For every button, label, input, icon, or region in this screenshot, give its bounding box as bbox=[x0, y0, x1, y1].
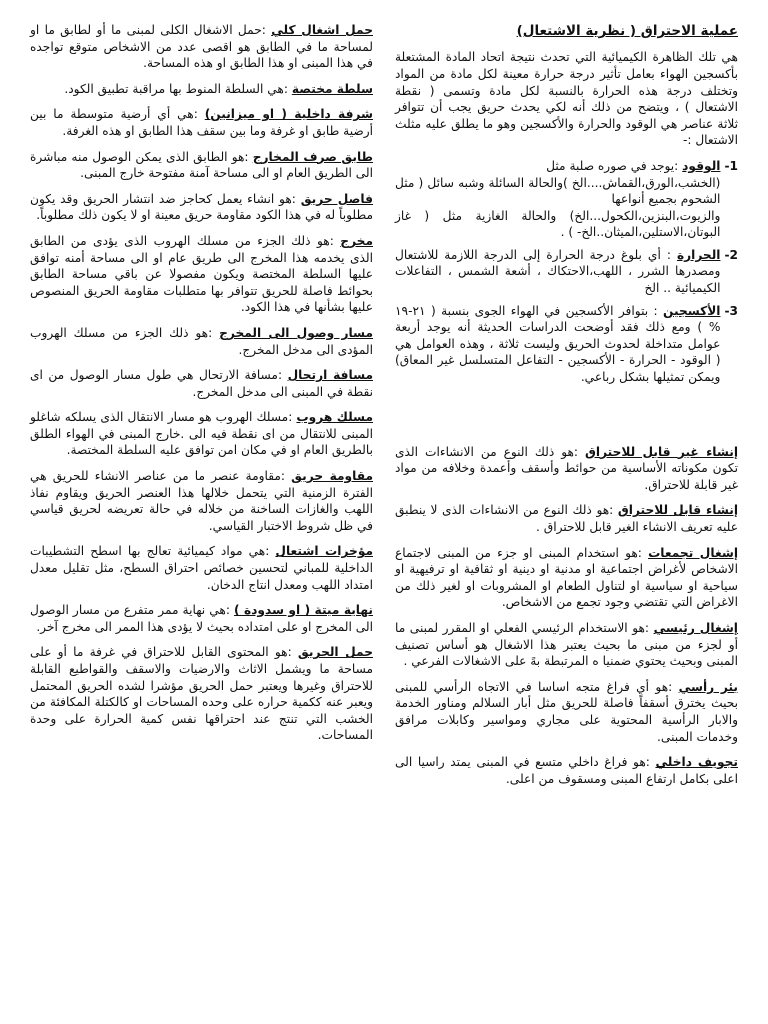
definition-entry bbox=[395, 444, 738, 494]
definition-term: حمل الحريق bbox=[297, 645, 373, 660]
definition-text: :هو الاستخدام الرئيسي الفعلي او المقرر لمبنى ما أو لجزء من مبنى ما بحيث يعتبر هذا الاشغال هو أساس تصنيف المبنى وبحيث يحتوي ضمنيا ه المرتبطة بهً على الاشغالات الفرعي . bbox=[395, 620, 738, 669]
definition-term: طابق صرف المخارج bbox=[252, 149, 374, 164]
definition-entry bbox=[395, 502, 738, 535]
fire-element-oxygen bbox=[395, 303, 738, 386]
definition-text: :هو استخدام المبنى او جزء من المبنى لاجتماع الاشخاص لأغراض اجتماعية او مدنية او دينية او ثقافية او ترفيهية او سياحية او سياسية او لتناول الطعام او المشروبات او لغير ذلك من الاغراض التي تقتضي وجود تجمع من الاشخاص. bbox=[395, 545, 738, 610]
right-column bbox=[395, 22, 738, 1010]
element-text: والزيوت،البنزين،الكحول...الخ) والحالة الغازية مثل ( غاز البوتان،الاستلين،الميثان..الخ- ) . bbox=[395, 208, 721, 240]
definition-entry bbox=[395, 545, 738, 611]
definition-text: :هو ذلك الجزء من مسلك الهروب المؤدى الى مدخل المخرج. bbox=[30, 325, 373, 357]
definition-text: :هي أي أرضية متوسطة ما بين أرضية طابق او غرفة وما بين سقف هذا الطابق او هذه الغرفة. bbox=[30, 107, 373, 138]
element-name: الحرارة bbox=[676, 247, 721, 262]
definition-term: بئر رأسي bbox=[678, 679, 739, 694]
definition-text: :هو فراغ داخلي متسع في المبنى يمتد راسيا الى اعلى بكامل ارتفاع المبنى ومسقوف من اعلى. bbox=[395, 755, 738, 786]
definition-entry bbox=[30, 106, 373, 139]
definition-text: :هو ذلك الجزء من مسلك الهروب الذى يؤدى من الطابق الذى يخدمه هذا المخرج الى طريق عام او الى مساحة أمنه توافق عليها السلطة المختصة ويكون مفصولا عن باقي مساحة الطابق بحوائط فاصلة للحريق تتوافر بها متطلبات مقاومة الحريق المنصوص عليها بشأنها في هذا الكود. bbox=[30, 233, 373, 315]
element-text: : بتوافر الأكسجين في الهواء الجوى بنسبة ( ٢١-١٩ % ) ومع ذلك فقد أوضحت الدراسات الحديثة أنه يوجد أربعة عوامل متداخلة لحدوث الحريق وليست ثلاثة ، وهذه العوامل هي ( الوقود - الحرارة - الأكسجين - التفاعل المتسلسل غير المعاق) ويمكن تمثيلها بشكل رباعي. bbox=[395, 303, 721, 385]
definition-entry bbox=[30, 468, 373, 534]
definition-text: :مقاومة عنصر ما من عناصر الانشاء للحريق هي الفترة الزمنية التي يتحمل خلالها هذا العنصر الحريق ويقاوم نفاذ اللهب والغازات الساخنة من خلاله في حالة تعريضه لحريق قياسي في ظل شروط الاختبار القياسي. bbox=[30, 469, 373, 533]
definition-text: :هي مواد كيميائية تعالج بها اسطح التشطيبات الداخلية للمباني لتحسين خصائص احتراق السطح، مثل تقليل معدل امتداد اللهب ومعدل انتاج الدخان. bbox=[30, 544, 373, 592]
definition-entry bbox=[30, 409, 373, 459]
element-number: 2- bbox=[724, 247, 738, 262]
definition-entry bbox=[30, 602, 373, 635]
definition-term: نهاية ميتة ( او سدودة ) bbox=[233, 603, 374, 618]
definition-text: :هي نهاية ممر متفرع من مسار الوصول الى المخرج او على امتداده بحيث لا يؤدى هذا الممر الى مخرج آخر. bbox=[30, 603, 373, 634]
definition-text: :هو المحتوى القابل للاحتراق في غرفة ما أو على مساحة ما ويشمل الاثاث والارضيات والاسقف والقواطيع القابلة للاحتراق وغيرها ويعتبر حمل الحريق مؤشرا لشده الحريق المحتمل ويعبر عنه ككمية حراره على وحده المساحات او كالكتلة المكافئة من الخشب التي تنتج عند احتراقها نفس كمية الحرارة على وحدة المساحات. bbox=[30, 645, 373, 743]
definition-term: تجويف داخلي bbox=[655, 755, 738, 770]
definition-text: :هو الطابق الذى يمكن الوصول منه مباشرة الى الطريق العام او الى مساحة آمنة مفتوحة خارج المبنى. bbox=[30, 149, 373, 181]
section-heading: عملية الاحتراق ( نظرية الاشتعال) bbox=[516, 23, 738, 39]
definition-term: إنشاء غير قابل للاحتراق bbox=[585, 444, 739, 459]
element-text: :يوجد في صوره صلبة مثل bbox=[546, 158, 679, 173]
definition-entry bbox=[395, 754, 738, 787]
definition-entry bbox=[395, 679, 738, 745]
definition-term: مسلك هروب bbox=[296, 410, 374, 425]
definition-text: :حمل الاشغال الكلى لمبنى ما أو لطابق ما او لمساحة ما في الطابق هو اقصى عدد من الاشخاص متوقع تواجده في هذا المبنى او هذا الطابق او هذه المساحة. bbox=[30, 23, 373, 71]
definition-term: مخرج bbox=[340, 233, 373, 248]
definition-term: إشغال رئيسي bbox=[653, 620, 738, 635]
element-number: 1- bbox=[724, 158, 738, 173]
definition-term: إشغال تجمعات bbox=[648, 545, 739, 560]
definition-entry bbox=[30, 543, 373, 593]
definition-entry bbox=[395, 620, 738, 670]
left-column bbox=[30, 22, 373, 1010]
definition-entry bbox=[30, 367, 373, 400]
definition-entry bbox=[30, 149, 373, 182]
definition-entry bbox=[30, 81, 373, 98]
definition-term: مسافة ارتحال bbox=[287, 368, 374, 383]
definition-entry bbox=[30, 22, 373, 72]
definition-term: مسار وصول الى المخرج bbox=[219, 325, 373, 340]
definition-term: إنشاء قابل للاحتراق bbox=[617, 503, 738, 518]
definition-entry bbox=[30, 191, 373, 224]
definition-entry bbox=[30, 233, 373, 316]
element-text: (الخشب،الورق،القماش....الخ )والحالة السائلة وشبه سائل ( مثل الشحوم بجميع أنواعها bbox=[395, 175, 721, 207]
definition-term: مقاومة حريق bbox=[291, 469, 374, 484]
element-name: الوقود bbox=[682, 158, 721, 173]
definition-entry bbox=[30, 325, 373, 358]
definition-text: :هي السلطة المنوط بها مراقبة تطبيق الكود. bbox=[64, 81, 288, 96]
definition-term: فاصل حريق bbox=[300, 191, 373, 206]
definition-text: :هو انشاء يعمل كحاجز ضد انتشار الحريق وقد يكون مطلوباً له في هذا الكود مقاومة حريق معينة او لا يكون ذلك مطلوباً. bbox=[30, 191, 373, 223]
definition-text: :مسافة الارتحال هي طول مسار الوصول من اى نقطة في المبنى الى مدخل المخرج. bbox=[30, 368, 373, 399]
fire-element-fuel bbox=[395, 158, 738, 241]
definition-term: سلطة مختصة bbox=[291, 81, 373, 96]
element-text: : أي بلوغ درجة الحرارة إلى الدرجة اللازمة للاشتعال ومصدرها الشرر ، اللهب،الاحتكاك ، أشعة الشمس ، التفاعلات الكيميائية .. الخ bbox=[395, 247, 721, 296]
spacer bbox=[395, 392, 738, 444]
definition-term: شرفة داخلية ( او ميزانين) bbox=[204, 107, 373, 122]
element-number: 3- bbox=[724, 303, 738, 318]
definition-text: :هو أي فراغ متجه اساسا في الاتجاه الرأسي للمبنى بحيث يخترق أسقفاً فاصلة للحريق مثل أبار السلالم ومناور الخدمة والابار الرأسية المحتوية على مجاري ومواسير وكابلات مرافق وخدمات المبنى. bbox=[395, 679, 738, 744]
definition-text: :هو ذلك النوع من الانشاءات الذى لا ينطبق عليه تعريف الانشاء الغير قابل للاحتراق . bbox=[395, 503, 738, 535]
definition-entry bbox=[30, 644, 373, 744]
definition-text: :مسلك الهروب هو مسار الانتقال الذى يسلكه شاغلو المبنى للانتقال من اى نقطة فيه الى .خارج المبنى في الهواء الطلق بالطريق العام او في مكان امن توافق عليه السلطة المختصة. bbox=[30, 410, 373, 458]
element-name: الأكسجين bbox=[663, 303, 721, 318]
definition-text: :هو ذلك النوع من الانشاءات الذى تكون مكوناته الأساسية من حوائط وأسقف وأعمدة وخلافه من مواد غير قابلة للاحتراق. bbox=[395, 444, 738, 492]
intro-paragraph: هي تلك الظاهرة الكيميائية التي تحدث نتيجة اتحاد المادة المشتعلة بأكسجين الهواء بعامل تأثير درجة حرارة معينة لكل مادة من المواد وتختلف درجة هذه الحرارة بالنسبة لكل مادة وتسمى ( نقطة الاشتعال ) ، ويتضح من ذلك أنه لكي يحدث حريق يجب أن تتوافر ثلاثة عناصر هي الوقود والحرارة والأكسجين وهو ما يطلق عليه مثلث الاشتعال :- bbox=[395, 50, 738, 148]
fire-element-heat bbox=[395, 247, 738, 297]
definition-term: مؤخرات اشتعال bbox=[275, 544, 374, 559]
definition-term: حمل اشغال كلي bbox=[271, 23, 374, 37]
